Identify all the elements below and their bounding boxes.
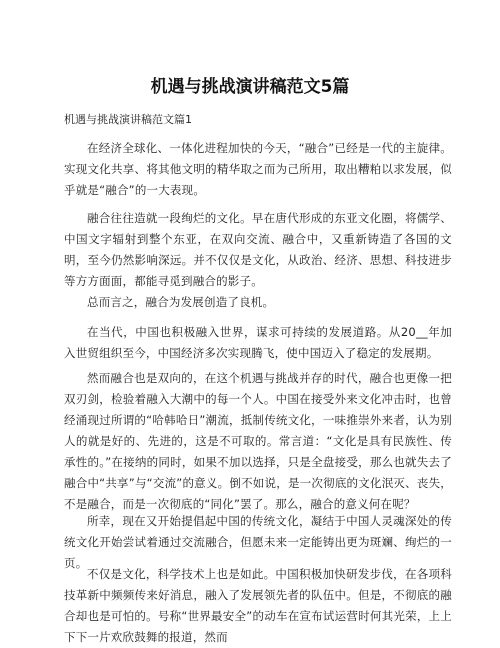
paragraph-6: 所幸，现在又开始提倡起中国的传统文化，凝结于中国人灵魂深处的传统文化开始尝试着通过交流融合，但愿未来一定能铸出更为斑斓、绚烂的一页。	[64, 514, 452, 570]
paragraph-2: 融合往往造就一段绚烂的文化。早在唐代形成的东亚文化圈，将儒学、中国文字辐射到整个东亚，在双向交流、融合中，又重新铸造了各国的文明，至今仍然影响深远。并不仅仅是文化，从政治、经济、思想、科技进步等方方面面，都能寻觅到融合的影子。	[64, 211, 452, 288]
document-subtitle: 机遇与挑战演讲稿范文篇1	[64, 113, 192, 126]
paragraph-3: 总而言之，融合为发展创造了良机。	[87, 295, 275, 309]
paragraph-5: 然而融合也是双向的，在这个机遇与挑战并存的时代，融合也更像一把双刃剑，检验着融入大潮中的每一个人。中国在接受外来文化冲击时，也曾经涌现过所谓的“哈韩哈日”潮流，抵制传统文化，一味推崇外来者，认为别人的就是好的、先进的，这是不可取的。常言道：“文化是具有民族性、传承性的。”在接纳的同时，如果不加以选择，只是全盘接受，那么也就失去了融合中“共享”与“交流”的意义。倒不如说，是一次彻底的文化泯灭、丧失，不是融合，而是一次彻底的“同化”罢了。那么，融合的意义何在呢？	[64, 371, 452, 511]
paragraph-4: 在当代，中国也积极融入世界，谋求可持续的发展道路。从20__年加入世贸组织至今，中国经济多次实现腾飞，使中国迈入了稳定的发展期。	[64, 325, 452, 360]
paragraph-7: 不仅是文化，科学技术上也是如此。中国积极加快研发步伐，在各项科技革新中频频传来好消息，融入了发展领先者的队伍中。但是，不彻底的融合却也是可怕的。号称“世界最安全”的动车在宣布试运营时何其光荣，上上下下一片欢欣鼓舞的报道，然而	[64, 567, 452, 644]
document-title: 机遇与挑战演讲稿范文5篇	[150, 77, 350, 97]
paragraph-1: 在经济全球化、一体化进程加快的今天，“融合”已经是一代的主旋律。实现文化共享、将其他文明的精华取之而为己所用，取出糟粕以求发展，似乎就是“融合”的一大表现。	[64, 141, 452, 197]
